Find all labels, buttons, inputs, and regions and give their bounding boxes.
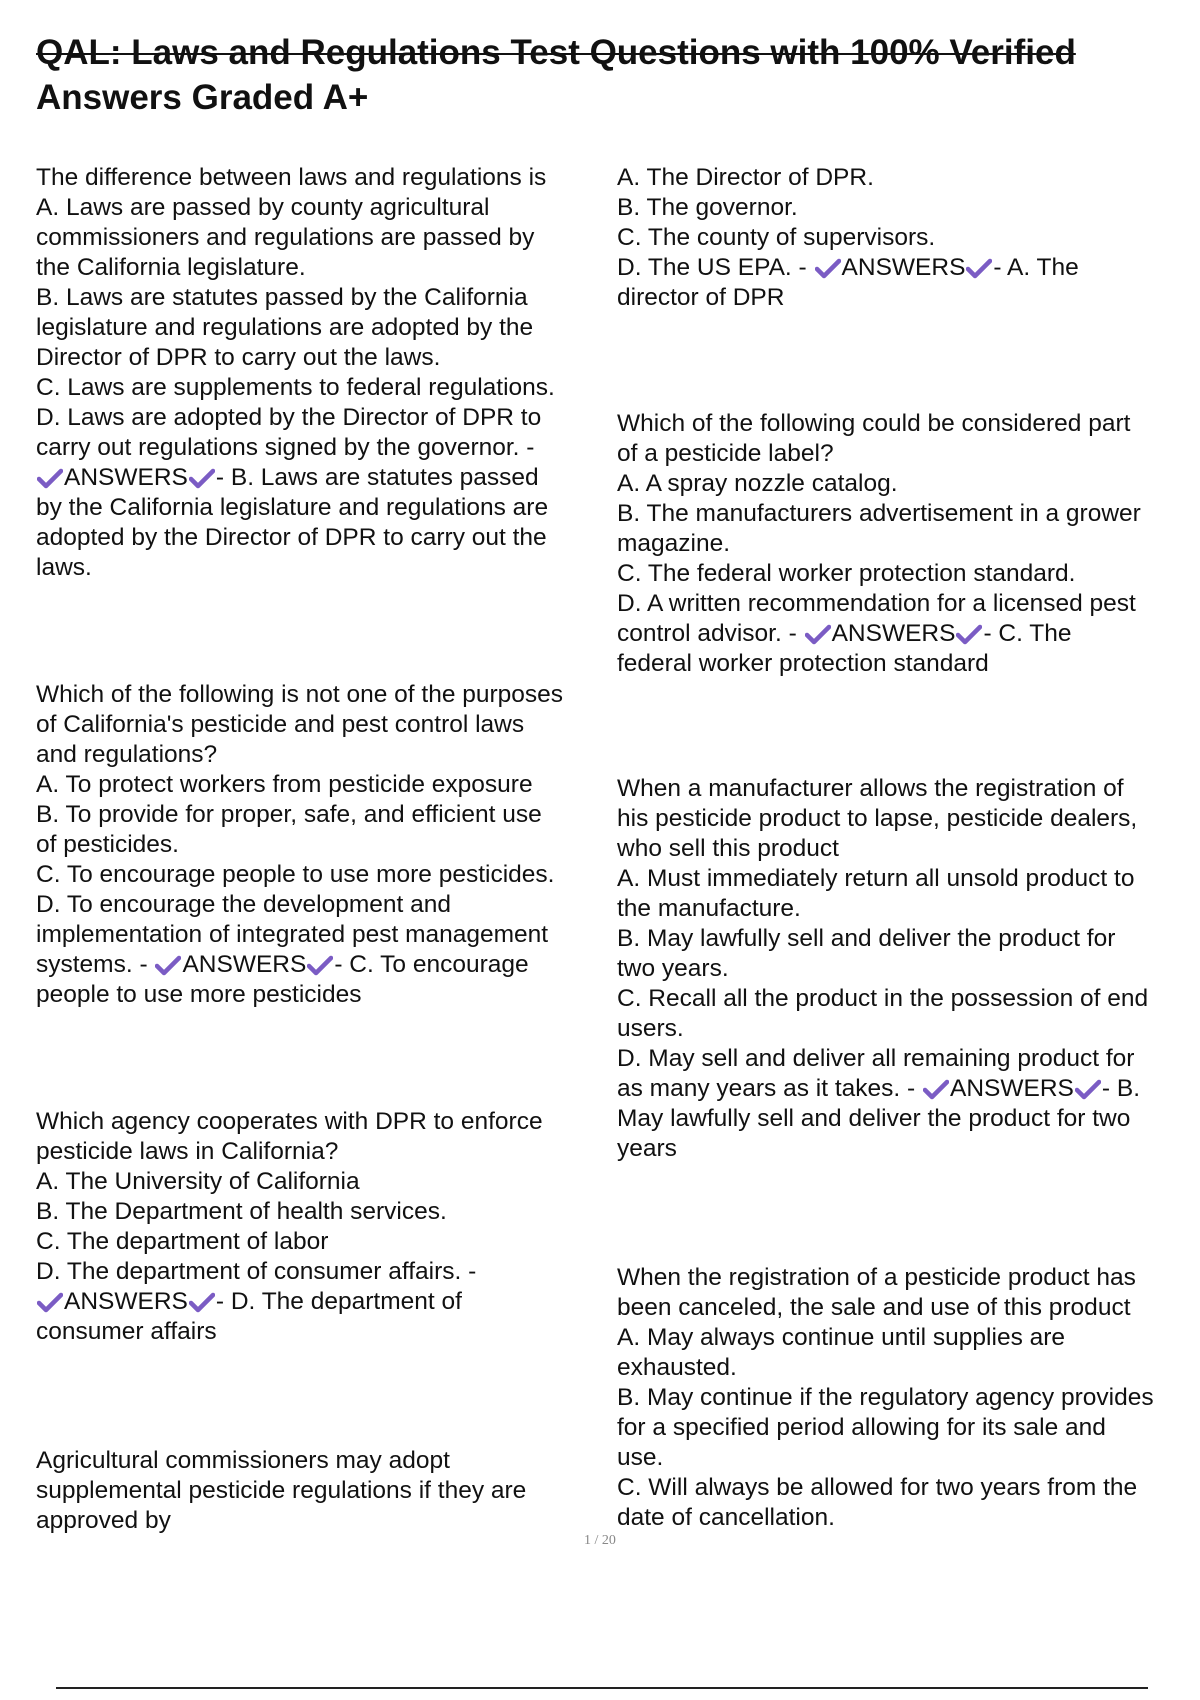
question-line: been canceled, the sale and use of this product bbox=[617, 1294, 1131, 1321]
answer-text: - A. The bbox=[993, 254, 1079, 281]
footer-rule bbox=[56, 1687, 1148, 1689]
question-1 bbox=[36, 163, 602, 583]
question-line: the manufacture. bbox=[617, 895, 801, 922]
check-icon bbox=[966, 257, 992, 279]
question-6 bbox=[617, 409, 1187, 679]
answer-text: - C. The bbox=[983, 620, 1072, 647]
question-line: C. Will always be allowed for two years from the bbox=[617, 1474, 1138, 1501]
question-line: C. The county of supervisors. bbox=[617, 224, 936, 251]
answer-lead-text: D. The US EPA. - bbox=[617, 254, 807, 281]
question-line: legislature and regulations are adopted by the bbox=[36, 314, 534, 341]
question-line: approved by bbox=[36, 1507, 171, 1534]
question-line: of California's pesticide and pest control laws bbox=[36, 711, 525, 738]
answer-line bbox=[617, 253, 1187, 283]
question-line: adopted by the Director of DPR to carry out the bbox=[36, 524, 547, 551]
question-5 bbox=[617, 163, 1187, 313]
check-icon bbox=[189, 1291, 215, 1313]
answer-lead-text: systems. - bbox=[36, 951, 148, 978]
check-icon bbox=[815, 257, 841, 279]
question-text: Which of the following is not one of the purposes bbox=[36, 681, 564, 708]
question-line: C. To encourage people to use more pesticides. bbox=[36, 861, 555, 888]
question-line: carry out regulations signed by the governor. - bbox=[36, 434, 535, 461]
check-icon bbox=[37, 467, 63, 489]
question-line: B. The Department of health services. bbox=[36, 1198, 447, 1225]
question-line: two years. bbox=[617, 955, 729, 982]
question-line: of pesticides. bbox=[36, 831, 179, 858]
question-line: B. Laws are statutes passed by the California bbox=[36, 284, 528, 311]
question-line: Director of DPR to carry out the laws. bbox=[36, 344, 441, 371]
check-icon bbox=[37, 1291, 63, 1313]
answers-label: ANSWERS bbox=[64, 464, 188, 491]
question-line: and regulations? bbox=[36, 741, 218, 768]
question-line: implementation of integrated pest management bbox=[36, 921, 549, 948]
answer-text: - B. bbox=[1101, 1075, 1141, 1102]
question-text: A. The Director of DPR. bbox=[617, 164, 874, 191]
page-number: 1 / 20 bbox=[584, 1533, 616, 1548]
answer-lead-text: control advisor. - bbox=[617, 620, 797, 647]
answer-text: - D. The department of bbox=[215, 1288, 462, 1315]
question-line: magazine. bbox=[617, 530, 731, 557]
check-icon bbox=[1075, 1078, 1101, 1100]
question-line: who sell this product bbox=[617, 835, 839, 862]
question-line: D. A written recommendation for a licensed pest bbox=[617, 590, 1136, 617]
answers-label: ANSWERS bbox=[64, 1288, 188, 1315]
question-text: The difference between laws and regulations is bbox=[36, 164, 547, 191]
question-8 bbox=[617, 1263, 1187, 1533]
answer-line bbox=[36, 463, 602, 493]
question-line: date of cancellation. bbox=[617, 1504, 835, 1531]
question-text: Which of the following could be considered part bbox=[617, 410, 1131, 437]
answer-line bbox=[617, 1074, 1187, 1104]
check-icon bbox=[307, 954, 333, 976]
question-line: users. bbox=[617, 1015, 684, 1042]
question-4 bbox=[36, 1446, 602, 1536]
check-icon bbox=[155, 954, 181, 976]
answer-lead-text: as many years as it takes. - bbox=[617, 1075, 916, 1102]
question-line: his pesticide product to lapse, pesticide dealers, bbox=[617, 805, 1138, 832]
question-line: C. Laws are supplements to federal regulations. bbox=[36, 374, 555, 401]
question-line: May lawfully sell and deliver the product for two bbox=[617, 1105, 1131, 1132]
question-line: for a specified period allowing for its sale and bbox=[617, 1414, 1106, 1441]
question-line: federal worker protection standard bbox=[617, 650, 989, 677]
question-line: D. To encourage the development and bbox=[36, 891, 451, 918]
question-line: B. May continue if the regulatory agency provides bbox=[617, 1384, 1154, 1411]
title-line-2: Answers Graded A+ bbox=[36, 78, 369, 117]
answer-line bbox=[617, 619, 1187, 649]
question-line: B. The manufacturers advertisement in a grower bbox=[617, 500, 1141, 527]
question-line: C. Recall all the product in the possession of end bbox=[617, 985, 1149, 1012]
title-line-1: QAL: Laws and Regulations Test Questions with 100% Verified bbox=[36, 33, 1076, 72]
question-line: A. Laws are passed by county agricultural bbox=[36, 194, 490, 221]
question-line: consumer affairs bbox=[36, 1318, 217, 1345]
answer-line bbox=[36, 950, 602, 980]
question-line: D. May sell and deliver all remaining product for bbox=[617, 1045, 1135, 1072]
question-line: director of DPR bbox=[617, 284, 785, 311]
question-text: Which agency cooperates with DPR to enforce bbox=[36, 1108, 543, 1135]
answers-label: ANSWERS bbox=[182, 951, 307, 978]
question-line: A. May always continue until supplies are bbox=[617, 1324, 1066, 1351]
question-line: the California legislature. bbox=[36, 254, 306, 281]
page-title bbox=[36, 30, 1176, 120]
question-line: B. To provide for proper, safe, and efficient use bbox=[36, 801, 542, 828]
check-icon bbox=[805, 623, 831, 645]
question-line: exhausted. bbox=[617, 1354, 737, 1381]
question-line: C. The federal worker protection standard. bbox=[617, 560, 1076, 587]
question-line: A. The University of California bbox=[36, 1168, 360, 1195]
answers-label: ANSWERS bbox=[841, 254, 966, 281]
question-line: laws. bbox=[36, 554, 92, 581]
question-text: When a manufacturer allows the registration of bbox=[617, 775, 1124, 802]
question-line: of a pesticide label? bbox=[617, 440, 834, 467]
question-line: people to use more pesticides bbox=[36, 981, 362, 1008]
question-line: A. To protect workers from pesticide exposure bbox=[36, 771, 533, 798]
question-line: D. The department of consumer affairs. - bbox=[36, 1258, 477, 1285]
answers-label: ANSWERS bbox=[831, 620, 956, 647]
question-text: When the registration of a pesticide product has bbox=[617, 1264, 1136, 1291]
question-line: supplemental pesticide regulations if they are bbox=[36, 1477, 527, 1504]
question-line: C. The department of labor bbox=[36, 1228, 329, 1255]
question-7 bbox=[617, 774, 1187, 1164]
question-text: Agricultural commissioners may adopt bbox=[36, 1447, 450, 1474]
question-2 bbox=[36, 680, 602, 1010]
question-3 bbox=[36, 1107, 602, 1347]
question-line: A. Must immediately return all unsold product to bbox=[617, 865, 1135, 892]
answer-text: - C. To encourage bbox=[334, 951, 529, 978]
question-line: D. Laws are adopted by the Director of DPR to bbox=[36, 404, 542, 431]
check-icon bbox=[923, 1078, 949, 1100]
question-line: years bbox=[617, 1135, 677, 1162]
question-line: B. The governor. bbox=[617, 194, 798, 221]
answers-label: ANSWERS bbox=[950, 1075, 1074, 1102]
question-line: pesticide laws in California? bbox=[36, 1138, 339, 1165]
question-line: commissioners and regulations are passed by bbox=[36, 224, 535, 251]
question-line: B. May lawfully sell and deliver the product for bbox=[617, 925, 1116, 952]
answer-text: - B. Laws are statutes passed bbox=[215, 464, 539, 491]
question-line: A. A spray nozzle catalog. bbox=[617, 470, 898, 497]
check-icon bbox=[956, 623, 982, 645]
answer-line bbox=[36, 1287, 602, 1317]
question-line: by the California legislature and regulations are bbox=[36, 494, 549, 521]
question-line: use. bbox=[617, 1444, 664, 1471]
check-icon bbox=[189, 467, 215, 489]
